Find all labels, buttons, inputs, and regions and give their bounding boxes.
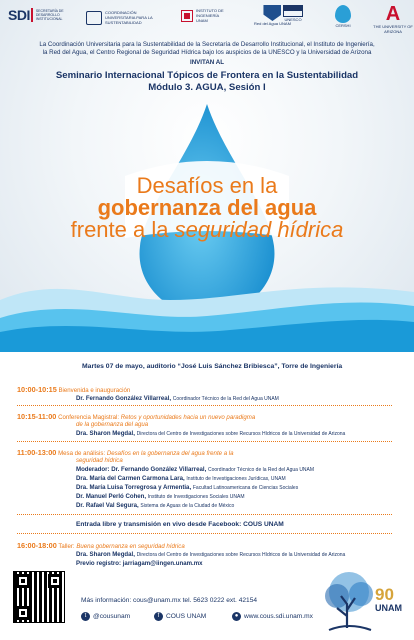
unam-90-anniversary-logo	[375, 586, 411, 630]
panel-event	[58, 450, 234, 457]
panel-event-title: Desafíos en la gobernanza del agua frente a la	[106, 450, 234, 457]
seminar-line-2: Módulo 3. AGUA, Sesión I	[148, 82, 266, 93]
divider	[17, 441, 392, 442]
twitter-text: @cousunam	[93, 613, 131, 620]
keynote-speaker	[76, 430, 345, 439]
speaker-affiliation: Instituto de Investigaciones Sociales UNAM	[147, 494, 245, 500]
keynote-event-title: Retos y oportunidades hacia un nuevo paradigma	[120, 414, 256, 421]
keynote-event	[58, 414, 255, 421]
globe-icon: ●	[232, 612, 241, 621]
qr-corner	[48, 574, 62, 588]
divider	[17, 533, 392, 534]
panelist-3	[76, 493, 245, 502]
sdi-text: SECRETARÍA DE DESARROLLO INSTITUCIONAL	[35, 9, 64, 21]
sdi-mark: SDI	[8, 6, 30, 23]
workshop-speaker	[76, 551, 345, 560]
welcome-speaker	[76, 395, 279, 404]
speaker-affiliation: Facultad Latinoamericana de Ciencias Sociales	[192, 485, 299, 491]
cershi-text: CERSHI	[335, 23, 351, 28]
speaker-affiliation: Coordinador Técnico de la Red del Agua UNAM	[207, 467, 315, 473]
panelist-4	[76, 502, 234, 511]
twitter-handle[interactable]	[81, 612, 130, 621]
speaker-name: Dr. Rafael Val Segura,	[76, 502, 139, 509]
keynote-event-title-2	[76, 421, 148, 429]
speaker-name: Dra. María del Carmen Carmona Lara,	[76, 475, 185, 482]
speaker-affiliation: Instituto de Investigaciones Jurídicas, UNAM	[186, 476, 286, 482]
workshop-time: 16:00-18:00	[17, 541, 57, 550]
title-line-1: Desafíos en la	[136, 173, 278, 198]
website-link[interactable]	[232, 612, 313, 621]
panel-event-title-cont: seguridad hídrica	[76, 457, 123, 464]
unesco-text: UNESCO	[284, 17, 302, 22]
free-entry-note: Entrada libre y transmisión en vivo desde Facebook: COUS UNAM	[76, 521, 284, 528]
panel-event-title-2	[76, 457, 123, 465]
workshop-event-type: Taller:	[58, 543, 77, 550]
block-panel	[17, 449, 234, 458]
divider	[17, 405, 392, 406]
workshop-event	[58, 543, 184, 550]
speaker-affiliation: Directora del Centro de Investigaciones sobre Recursos Hídricos de la Universidad de Arizona	[136, 552, 346, 558]
title-line-2: gobernanza del agua	[97, 195, 317, 220]
speaker-name: Dra. Sharon Megdal,	[76, 551, 135, 558]
date-line: Martes 07 de mayo, auditorio “José Luis Sánchez Bribiesca”, Torre de Ingeniería	[82, 363, 343, 370]
iingen-text: INSTITUTO DE INGENIERÍA UNAM	[196, 8, 224, 23]
block-welcome	[17, 386, 130, 395]
arizona-text: THE UNIVERSITY OF ARIZONA	[373, 24, 413, 34]
speaker-name: Dra. María Luisa Torregrosa y Armentia,	[76, 484, 192, 491]
panel-event-type: Mesa de análisis:	[58, 450, 107, 457]
keynote-event-type: Conferencia Magistral:	[58, 414, 121, 421]
qr-code[interactable]	[13, 571, 65, 623]
welcome-event: Bienvenida e inauguración	[58, 387, 131, 394]
contact-info: Más información: cous@unam.mx tel. 5623 0222 ext. 42154	[81, 597, 258, 604]
speaker-name: Dr. Fernando González Villarreal,	[76, 395, 172, 402]
seminar-line-1: Seminario Internacional Tópicos de Frontera en la Sustentabilidad	[55, 70, 359, 81]
panel-time: 11:00-13:00	[17, 448, 57, 457]
twitter-icon: t	[81, 612, 90, 621]
speaker-name: Moderador: Dr. Fernando González Villarreal,	[76, 466, 207, 473]
facebook-page[interactable]	[154, 612, 206, 621]
keynote-time: 10:15-11:00	[17, 412, 57, 421]
red-agua-text: Red del Agua UNAM	[254, 21, 291, 26]
qr-corner	[16, 606, 30, 620]
tree-graphic	[319, 570, 379, 632]
intro-line-2: la Red del Agua, el Centro Regional de Seguridad Hídrica bajo los auspicios de la UNESCO y la Universidad de Arizona	[42, 49, 372, 56]
intro-line-1: La Coordinación Universitaria para la Sustentabilidad de la Secretaría de Desarrollo Institucional, el Instituto de Ingeniería,	[39, 41, 375, 48]
facebook-icon: f	[154, 612, 163, 621]
workshop-event-title: Buena gobernanza en seguridad hídrica	[76, 543, 185, 550]
speaker-name: Dra. Sharon Megdal,	[76, 430, 135, 437]
panel-moderator	[76, 466, 314, 475]
divider	[17, 514, 392, 515]
arizona-a-mark: A	[385, 3, 401, 25]
invitan-label: INVITAN AL	[189, 59, 225, 66]
welcome-time: 10:00-10:15	[17, 385, 57, 394]
title-line-3b: seguridad hídrica	[174, 217, 344, 242]
facebook-text: COUS UNAM	[166, 613, 207, 620]
anniversary-number: 90	[375, 585, 394, 604]
title-line-3a: frente a la	[70, 217, 175, 242]
panelist-2	[76, 484, 298, 493]
qr-corner	[16, 574, 30, 588]
keynote-event-title-cont: de la gobernanza del agua	[76, 421, 149, 428]
speaker-name: Dr. Manuel Perló Cohen,	[76, 493, 147, 500]
speaker-affiliation: Sistema de Aguas de la Ciudad de México	[140, 503, 235, 509]
anniversary-text: UNAM	[375, 603, 402, 613]
panelist-1	[76, 475, 286, 484]
cous-text: COORDINACIÓN UNIVERSITARIA PARA LA SUSTENTABILIDAD	[105, 10, 153, 25]
website-text: www.cous.sdi.unam.mx	[244, 613, 313, 620]
registration-note: Previo registro: jarriagam@iingen.unam.mx	[76, 560, 203, 567]
speaker-affiliation: Directora del Centro de Investigaciones sobre Recursos Hídricos de la Universidad de Arizona	[136, 431, 346, 437]
speaker-affiliation: Coordinador Técnico de la Red del Agua UNAM	[172, 396, 279, 402]
block-workshop	[17, 542, 185, 551]
